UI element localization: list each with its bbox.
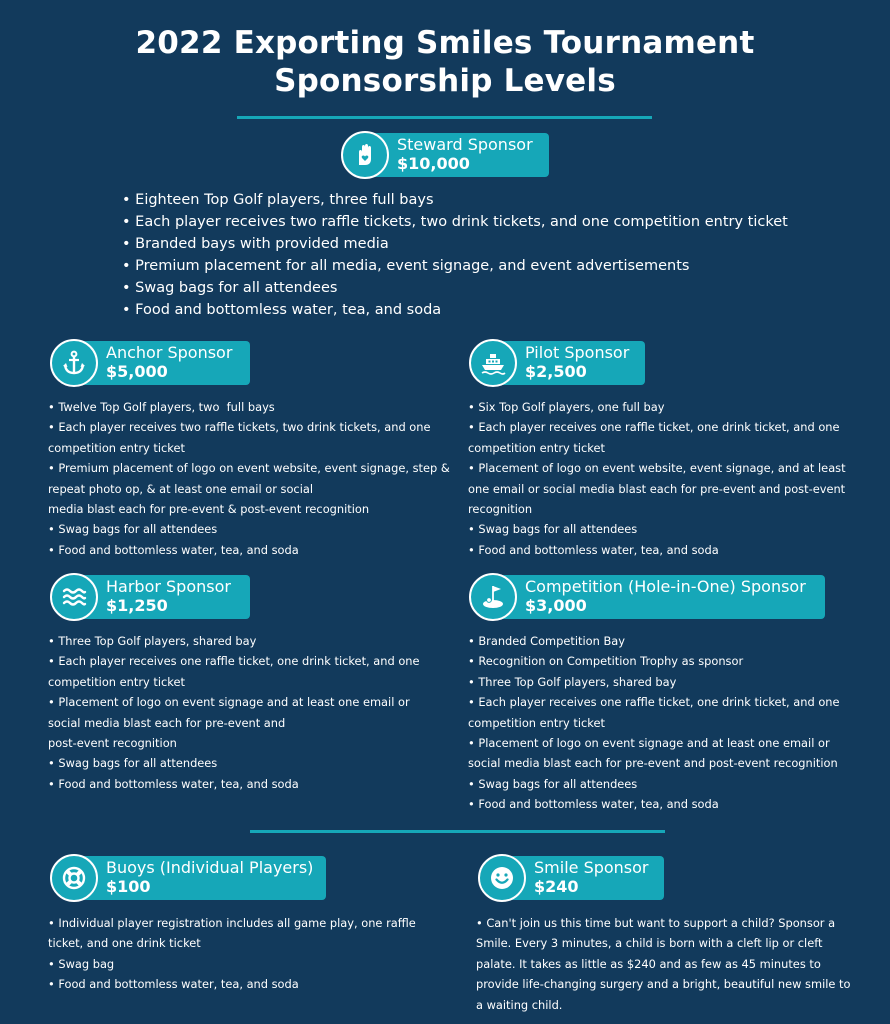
smile-name: Smile Sponsor <box>534 858 649 877</box>
list-item: • Individual player registration includes all game play, one raffle <box>48 916 416 930</box>
list-item: • Three Top Golf players, shared bay <box>48 634 257 648</box>
list-item: • Recognition on Competition Trophy as sponsor <box>468 654 744 669</box>
list-item: social media blast each for pre-event and <box>48 715 286 730</box>
steward-benefits <box>122 189 788 321</box>
buoys-benefits <box>48 913 416 995</box>
title-line-2: Sponsorship Levels <box>274 63 616 99</box>
anchor-icon <box>50 339 98 387</box>
list-item: a waiting child. <box>476 997 563 1012</box>
list-item: • Each player receives one raffle ticket, one drink ticket, and one <box>48 654 420 669</box>
list-item: social media blast each for pre-event and post-event recognition <box>468 756 838 771</box>
anchor-name: Anchor Sponsor <box>106 343 233 362</box>
list-item: • Can't join us this time but want to support a child? Sponsor a <box>476 916 836 930</box>
list-item: • Each player receives one raffle ticket, one drink ticket, and one <box>468 695 840 710</box>
smile-sponsor-badge <box>478 856 664 900</box>
list-item: • Food and bottomless water, tea, and soda <box>468 542 719 557</box>
buoys-name: Buoys (Individual Players) <box>106 858 314 877</box>
list-item: • Premium placement of logo on event website, event signage, step & <box>48 461 450 476</box>
list-item: • Swag bags for all attendees <box>48 756 218 771</box>
list-item: • Premium placement for all media, event signage, and event advertisements <box>122 258 690 274</box>
life-buoy-icon <box>50 854 98 902</box>
competition-benefits <box>468 631 840 815</box>
bottom-divider <box>250 830 665 833</box>
smile-price: $240 <box>534 877 579 896</box>
ship-icon <box>469 339 517 387</box>
steward-name: Steward Sponsor <box>397 135 533 154</box>
list-item: repeat photo op, & at least one email or social <box>48 481 314 496</box>
list-item: media blast each for pre-event & post-event recognition <box>48 502 370 517</box>
list-item: one email or social media blast each for pre-event and post-event <box>468 481 846 496</box>
list-item: recognition <box>468 502 533 517</box>
anchor-sponsor-badge <box>50 341 250 385</box>
list-item: • Swag bags for all attendees <box>468 522 638 537</box>
list-item: • Swag bags for all attendees <box>48 522 218 537</box>
anchor-benefits <box>48 397 450 560</box>
buoys-sponsor-badge <box>50 856 326 900</box>
top-divider <box>237 116 652 119</box>
competition-name: Competition (Hole-in-One) Sponsor <box>525 577 806 596</box>
pilot-benefits <box>468 397 846 560</box>
harbor-price: $1,250 <box>106 596 168 615</box>
list-item: Smile. Every 3 minutes, a child is born with a cleft lip or cleft <box>476 936 823 951</box>
golf-hole-icon <box>469 573 517 621</box>
list-item: • Swag bags for all attendees <box>468 776 638 791</box>
list-item: post-event recognition <box>48 736 177 751</box>
list-item: • Twelve Top Golf players, two full bays <box>48 400 275 414</box>
list-item: ticket, and one drink ticket <box>48 936 201 951</box>
pilot-sponsor-badge <box>469 341 645 385</box>
list-item: • Each player receives one raffle ticket, one drink ticket, and one <box>468 420 840 435</box>
waves-icon <box>50 573 98 621</box>
competition-sponsor-badge <box>469 575 825 619</box>
list-item: • Each player receives two raffle tickets, two drink tickets, and one <box>48 420 431 435</box>
list-item: competition entry ticket <box>468 715 605 730</box>
page-title <box>0 24 890 100</box>
harbor-sponsor-badge <box>50 575 250 619</box>
list-item: • Placement of logo on event website, event signage, and at least <box>468 461 846 476</box>
smile-benefits <box>476 913 850 1015</box>
hand-heart-icon <box>341 131 389 179</box>
steward-sponsor-badge <box>341 133 549 177</box>
list-item: • Branded bays with provided media <box>122 236 389 252</box>
list-item: • Placement of logo on event signage and at least one email or <box>468 736 830 751</box>
list-item: • Food and bottomless water, tea, and soda <box>48 542 299 557</box>
list-item: palate. It takes as little as $240 and as few as 45 minutes to <box>476 956 821 971</box>
list-item: • Six Top Golf players, one full bay <box>468 400 665 414</box>
title-line-1: 2022 Exporting Smiles Tournament <box>135 25 755 61</box>
list-item: • Each player receives two raffle tickets, two drink tickets, and one competition entry ticket <box>122 214 788 230</box>
list-item: • Swag bag <box>48 956 115 971</box>
list-item: competition entry ticket <box>468 440 605 455</box>
list-item: • Eighteen Top Golf players, three full bays <box>122 192 434 208</box>
list-item: competition entry ticket <box>48 440 185 455</box>
list-item: • Food and bottomless water, tea, and soda <box>48 977 299 992</box>
list-item: • Branded Competition Bay <box>468 634 625 648</box>
buoys-price: $100 <box>106 877 151 896</box>
list-item: • Food and bottomless water, tea, and soda <box>122 302 442 318</box>
anchor-price: $5,000 <box>106 362 168 381</box>
list-item: • Food and bottomless water, tea, and soda <box>48 776 299 791</box>
harbor-name: Harbor Sponsor <box>106 577 231 596</box>
list-item: competition entry ticket <box>48 674 185 689</box>
list-item: • Three Top Golf players, shared bay <box>468 674 677 689</box>
pilot-price: $2,500 <box>525 362 587 381</box>
competition-price: $3,000 <box>525 596 587 615</box>
list-item: • Swag bags for all attendees <box>122 280 338 296</box>
list-item: • Food and bottomless water, tea, and soda <box>468 797 719 812</box>
list-item: provide life-changing surgery and a bright, beautiful new smile to <box>476 977 851 992</box>
harbor-benefits <box>48 631 420 794</box>
steward-price: $10,000 <box>397 154 470 173</box>
pilot-name: Pilot Sponsor <box>525 343 630 362</box>
smile-icon <box>478 854 526 902</box>
list-item: • Placement of logo on event signage and at least one email or <box>48 695 410 710</box>
